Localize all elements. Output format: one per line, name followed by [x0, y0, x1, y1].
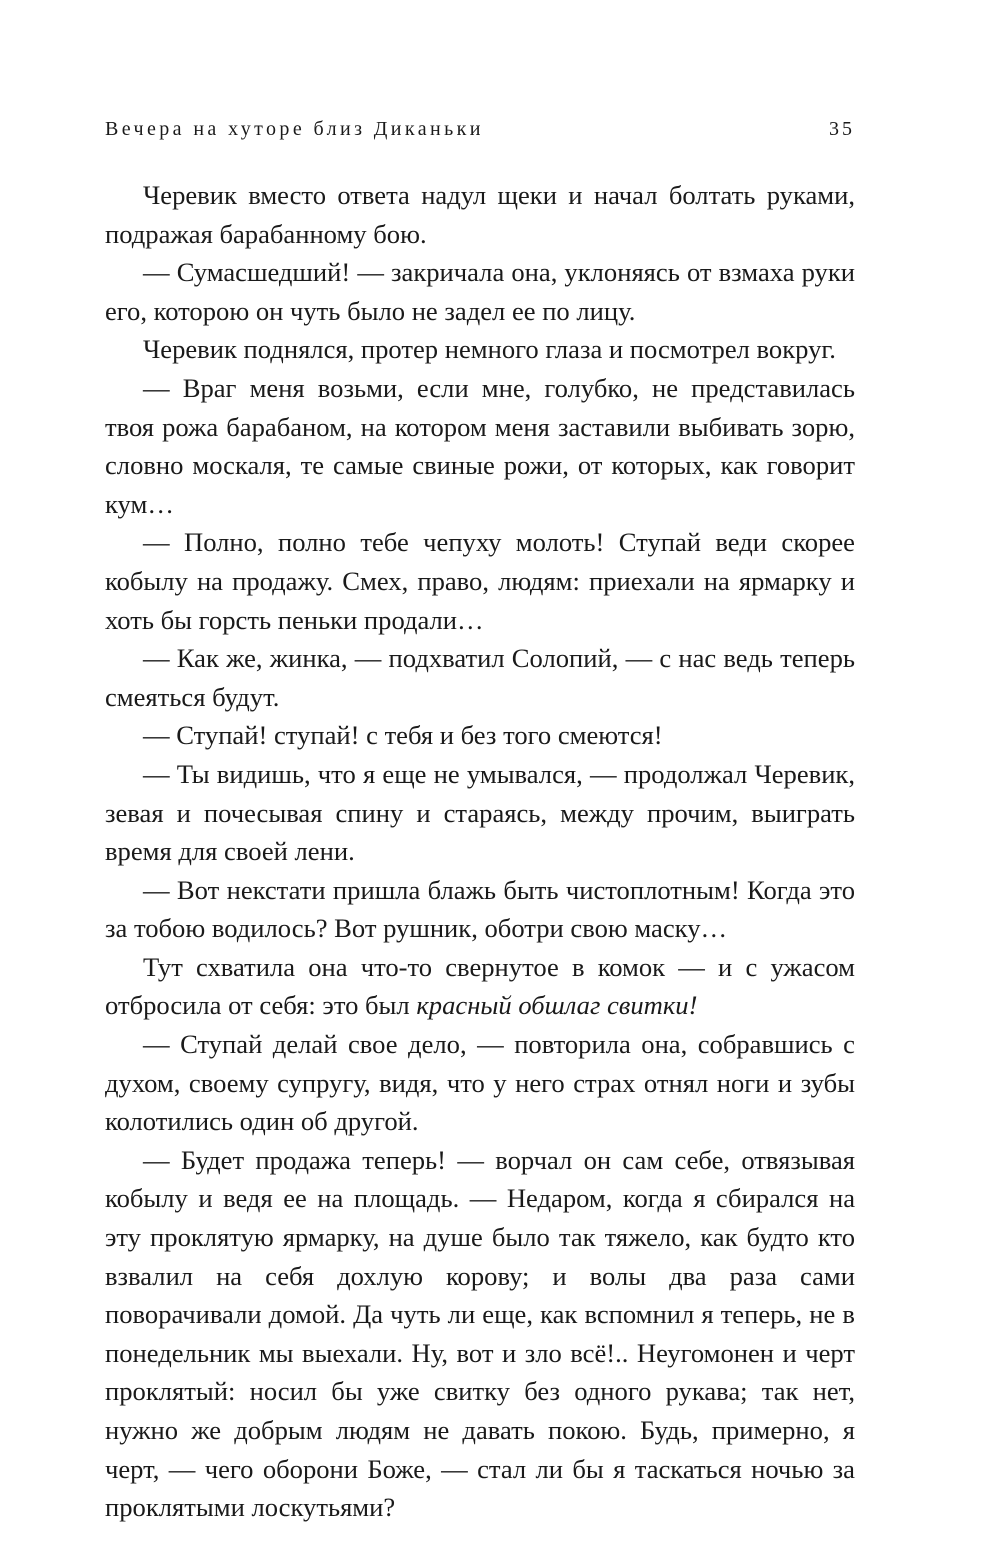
paragraph: — Ты видишь, что я еще не умывался, — продолжал Черевик, зевая и почесывая спину и стараясь, между прочим, выиграть время для своей лени.: [105, 758, 855, 867]
running-title: Вечера на хуторе близ Диканьки: [105, 118, 484, 140]
paragraph: Черевик вместо ответа надул щеки и начал болтать руками, подражая барабанному бою.: [105, 180, 855, 249]
paragraph: — Полно, полно тебе чепуху молоть! Ступай веди скорее кобылу на продажу. Смех, право, людям: приехали на ярмарку и хоть бы горсть пеньки продали…: [105, 527, 855, 635]
body-text: [105, 176, 855, 1527]
running-header: [105, 118, 855, 158]
page-number: 35: [829, 118, 855, 140]
paragraph: Черевик поднялся, протер немного глаза и посмотрел вокруг.: [143, 334, 836, 365]
paragraph: — Вот некстати пришла блажь быть чистоплотным! Когда это за тобою водилось? Вот рушник, оботри свою маску…: [105, 874, 855, 944]
paragraph: — Враг меня возьми, если мне, голубко, не представилась твоя рожа барабаном, на котором меня заставили выбивать зорю, словно москаля, те самые свиные рожи, от которых, как говорит кум…: [105, 372, 855, 519]
italic-emphasis: красный обшлаг свитки!: [416, 990, 698, 1021]
paragraph: Тут схватила она что-то свернутое в комок — и с ужасом отбросила от себя: это был красный обшлаг свитки!: [105, 951, 855, 1021]
paragraph: — Как же, жинка, — подхватил Солопий, — с нас ведь теперь смеяться будут.: [105, 643, 855, 712]
paragraph: — Ступай! ступай! с тебя и без того смеются!: [143, 720, 663, 751]
paragraph: — Будет продажа теперь! — ворчал он сам себе, отвязывая кобылу и ведя ее на площадь. — Недаром, когда я сбирался на эту проклятую ярмарку, на душе было так тяжело, как будто кто взвалил на себя дохлую корову; и волы два раза сами поворачивали домой. Да чуть ли еще, как вспомнил я теперь, не в понедельник мы выехали. Ну, вот и зло всё!.. Неугомонен и черт проклятый: носил бы уже свитку без одного рукава; так нет, нужно же добрым людям не давать покою. Будь, примерно, я черт, — чего оборони Боже, — стал ли бы я таскаться ночью за проклятыми лоскутьями?: [105, 1144, 855, 1523]
paragraph: — Ступай делай свое дело, — повторила она, собравшись с духом, своему супругу, видя, что у него страх отнял ноги и зубы колотились один об другой.: [105, 1029, 855, 1137]
book-page: [105, 118, 855, 1523]
paragraph: — Сумасшедший! — закричала она, уклоняясь от взмаха руки его, которою он чуть было не задел ее по лицу.: [105, 257, 855, 326]
